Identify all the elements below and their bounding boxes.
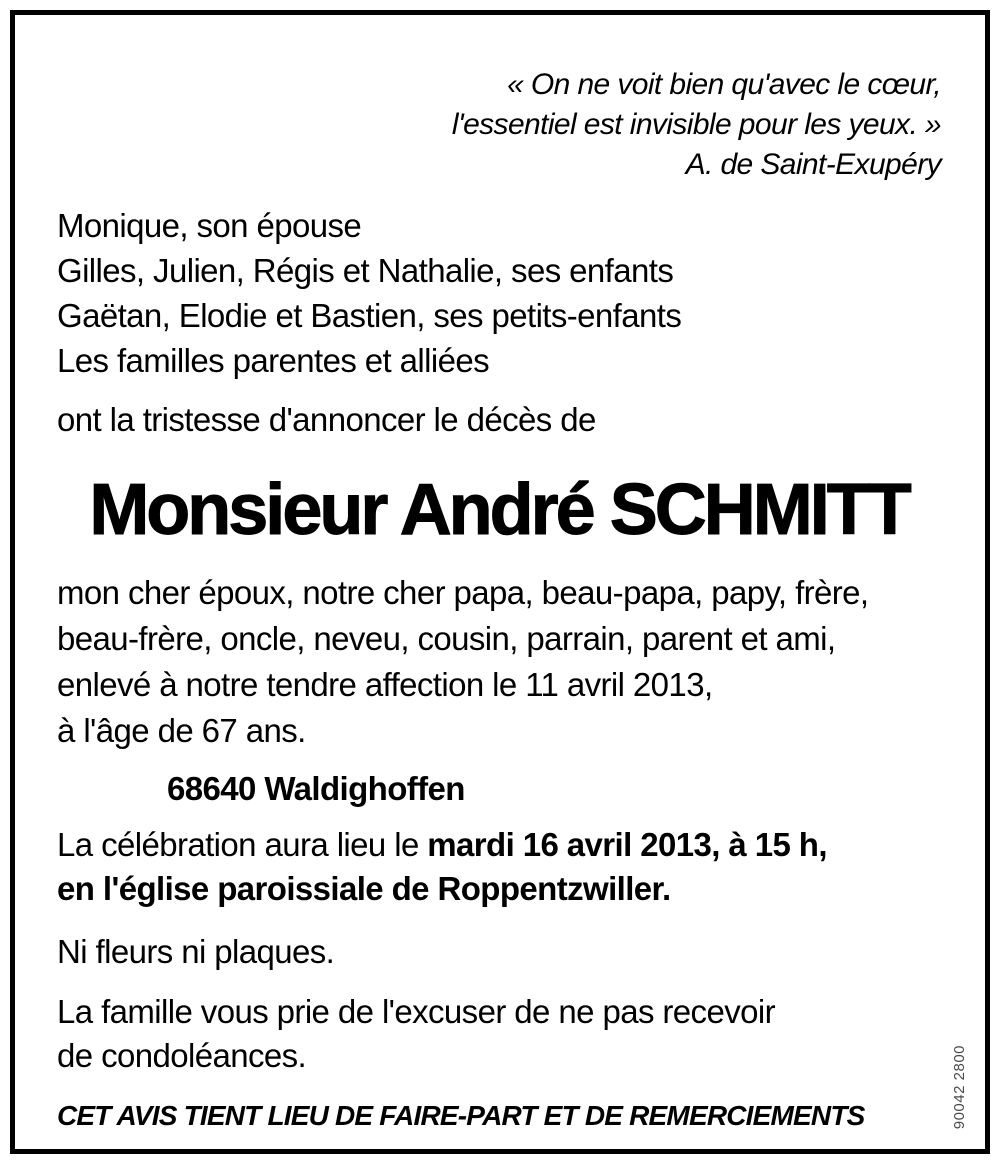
announcement-block [57,397,941,442]
quote-attribution: A. de Saint-Exupéry [685,148,941,181]
no-flowers-line: Ni fleurs ni plaques. [57,933,335,970]
footer-statement: CET AVIS TIENT LIEU DE FAIRE-PART ET DE REMERCIEMENTS [57,1100,865,1131]
family-line: Les familles parentes et alliées [57,342,490,379]
reference-code: 90042 2800 [951,1044,968,1129]
no-flowers-block [57,929,941,974]
tribute-block [57,570,941,754]
condolences-block [57,990,941,1078]
family-line: Monique, son épouse [57,207,362,244]
ceremony-block [57,823,941,911]
announcement-line: ont la tristesse d'annoncer le décès de [57,401,596,438]
tribute-line: mon cher époux, notre cher papa, beau-papa, papy, frère, [57,574,869,611]
tribute-line: beau-frère, oncle, neveu, cousin, parrain, parent et ami, [57,620,836,657]
condolences-line: de condoléances. [57,1037,307,1074]
family-line: Gilles, Julien, Régis et Nathalie, ses enfants [57,252,674,289]
ceremony-location: en l'église paroissiale de Roppentzwiller. [57,870,671,907]
condolences-line: La famille vous prie de l'excuser de ne pas recevoir [57,993,775,1030]
quote-line: l'essentiel est invisible pour les yeux. » [451,108,941,141]
notice-border [10,10,990,1154]
family-block [57,203,941,383]
residence-line: 68640 Waldighoffen [167,770,465,807]
quote-line: « On ne voit bien qu'avec le cœur, [507,68,941,101]
ceremony-datetime: mardi 16 avril 2013, à 15 h, [427,826,827,863]
deceased-name: Monsieur André SCHMITT [89,470,909,550]
tribute-line: enlevé à notre tendre affection le 11 avril 2013, [57,666,713,703]
family-line: Gaëtan, Elodie et Bastien, ses petits-enfants [57,297,682,334]
ceremony-line [57,823,941,867]
residence-block [57,766,941,811]
notice-content [57,65,941,1136]
ceremony-prefix: La célébration aura lieu le [57,826,428,863]
tribute-line: à l'âge de 67 ans. [57,712,306,749]
quote-block [57,65,941,185]
